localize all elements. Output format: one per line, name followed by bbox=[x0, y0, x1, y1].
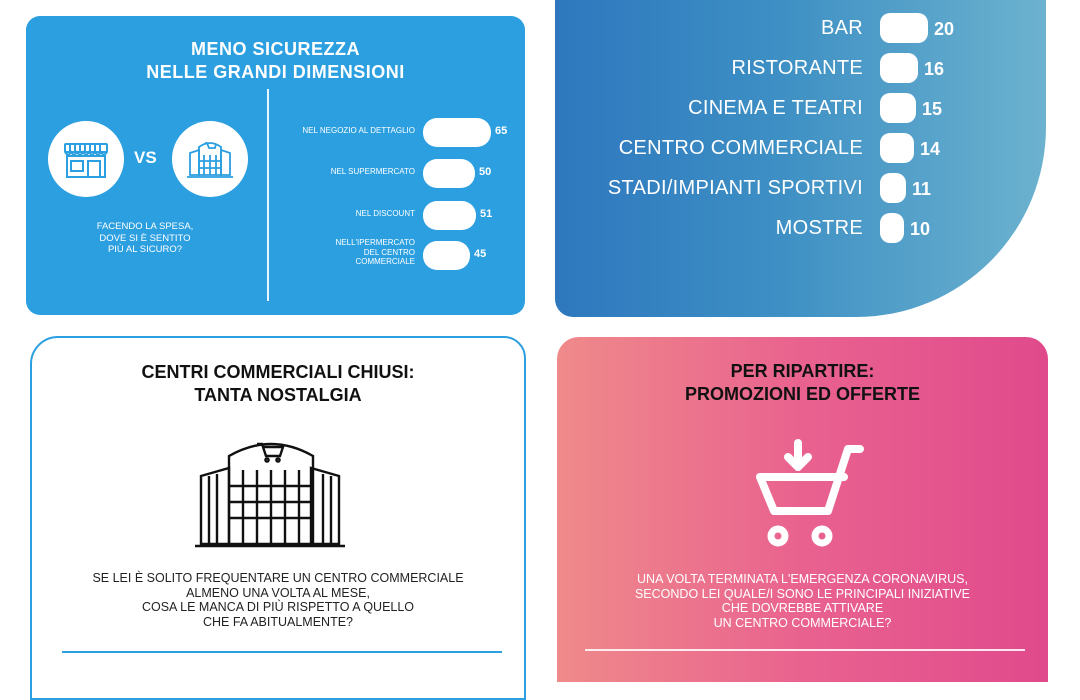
restart-divider bbox=[585, 649, 1025, 651]
safety-title bbox=[26, 38, 525, 84]
ranking-bar bbox=[880, 173, 906, 203]
safety-row-label: NELL'IPERMERCATO DEL CENTRO COMMERCIALE bbox=[335, 238, 415, 266]
ranking-label: CENTRO COMMERCIALE bbox=[618, 137, 863, 159]
ranking-bar bbox=[880, 13, 928, 43]
safety-bar-value: 65 bbox=[495, 125, 508, 137]
ranking-bar-value: 15 bbox=[922, 99, 943, 119]
safety-row-label: NEL DISCOUNT bbox=[355, 209, 415, 218]
safety-question-line: DOVE SI È SENTITO bbox=[99, 232, 191, 244]
ranking-label: MOSTRE bbox=[775, 217, 863, 239]
safety-question-line: FACENDO LA SPESA, bbox=[96, 221, 194, 232]
nostalgia-question-line: ALMENO UNA VOLTA AL MESE, bbox=[186, 585, 370, 600]
safety-row-label: NEL NEGOZIO AL DETTAGLIO bbox=[302, 126, 415, 135]
nostalgia-title-line1: CENTRI COMMERCIALI CHIUSI: bbox=[141, 362, 415, 382]
ranking-bar bbox=[880, 93, 916, 123]
restart-question-line: CHE DOVREBBE ATTIVARE bbox=[721, 601, 884, 615]
restart-question-line: UNA VOLTA TERMINATA L'EMERGENZA CORONAVIRUS, bbox=[637, 572, 968, 586]
ranking-label: BAR bbox=[820, 17, 863, 39]
safety-bar bbox=[423, 118, 491, 147]
safety-row-label: NEL SUPERMERCATO bbox=[330, 167, 415, 176]
safety-bar-value: 45 bbox=[474, 248, 487, 260]
safety-panel bbox=[26, 16, 525, 315]
nostalgia-question-line: COSA LE MANCA DI PIÙ RISPETTO A QUELLO bbox=[141, 600, 415, 614]
ranking-bar-value: 16 bbox=[924, 59, 945, 79]
shop-icon bbox=[48, 121, 124, 197]
nostalgia-divider bbox=[62, 651, 502, 653]
nostalgia-question-line: CHE FA ABITUALMENTE? bbox=[202, 614, 354, 629]
nostalgia-title-line2: TANTA NOSTALGIA bbox=[194, 385, 362, 405]
ranking-bar-value: 20 bbox=[934, 19, 955, 39]
restart-title-line1: PER RIPARTIRE: bbox=[730, 361, 875, 381]
safety-title-line1: MENO SICUREZZA bbox=[191, 39, 360, 59]
safety-bar-value: 51 bbox=[480, 208, 493, 220]
safety-question-line: PIÙ AL SICURO? bbox=[107, 244, 183, 255]
ranking-bar bbox=[880, 213, 904, 243]
ranking-bar-value: 14 bbox=[920, 139, 941, 159]
restart-question-line: SECONDO LEI QUALE/I SONO LE PRINCIPALI INIZIATIVE bbox=[634, 586, 971, 601]
restart-question bbox=[597, 572, 1008, 630]
restart-panel bbox=[557, 337, 1048, 682]
nostalgia-question bbox=[62, 571, 494, 629]
safety-bar-value: 50 bbox=[479, 166, 492, 178]
safety-bar bbox=[423, 159, 475, 188]
ranking-bar bbox=[880, 133, 914, 163]
ranking-label: STADI/IMPIANTI SPORTIVI bbox=[607, 177, 863, 199]
shopping-cart-add-icon bbox=[750, 439, 870, 556]
ranking-label: CINEMA E TEATRI bbox=[688, 97, 863, 119]
ranking-panel bbox=[555, 0, 1046, 317]
restart-question-line: UN CENTRO COMMERCIALE? bbox=[713, 615, 892, 630]
safety-bar bbox=[423, 241, 470, 270]
nostalgia-title bbox=[32, 361, 524, 407]
safety-bar bbox=[423, 201, 476, 230]
shopping-mall-icon bbox=[172, 121, 248, 197]
restart-title bbox=[557, 360, 1048, 406]
ranking-bar-value: 11 bbox=[912, 179, 932, 199]
ranking-bar-value: 10 bbox=[910, 219, 931, 239]
panel-divider bbox=[267, 89, 269, 301]
ranking-label: RISTORANTE bbox=[731, 57, 863, 79]
ranking-bar bbox=[880, 53, 918, 83]
safety-title-line2: NELLE GRANDI DIMENSIONI bbox=[146, 62, 405, 82]
restart-title-line2: PROMOZIONI ED OFFERTE bbox=[684, 384, 920, 404]
nostalgia-panel bbox=[30, 336, 526, 700]
nostalgia-question-line: SE LEI È SOLITO FREQUENTARE UN CENTRO COMMERCIALE bbox=[92, 571, 464, 585]
vs-label: VS bbox=[134, 148, 157, 167]
safety-question bbox=[66, 221, 224, 256]
shopping-mall-icon bbox=[195, 436, 345, 556]
